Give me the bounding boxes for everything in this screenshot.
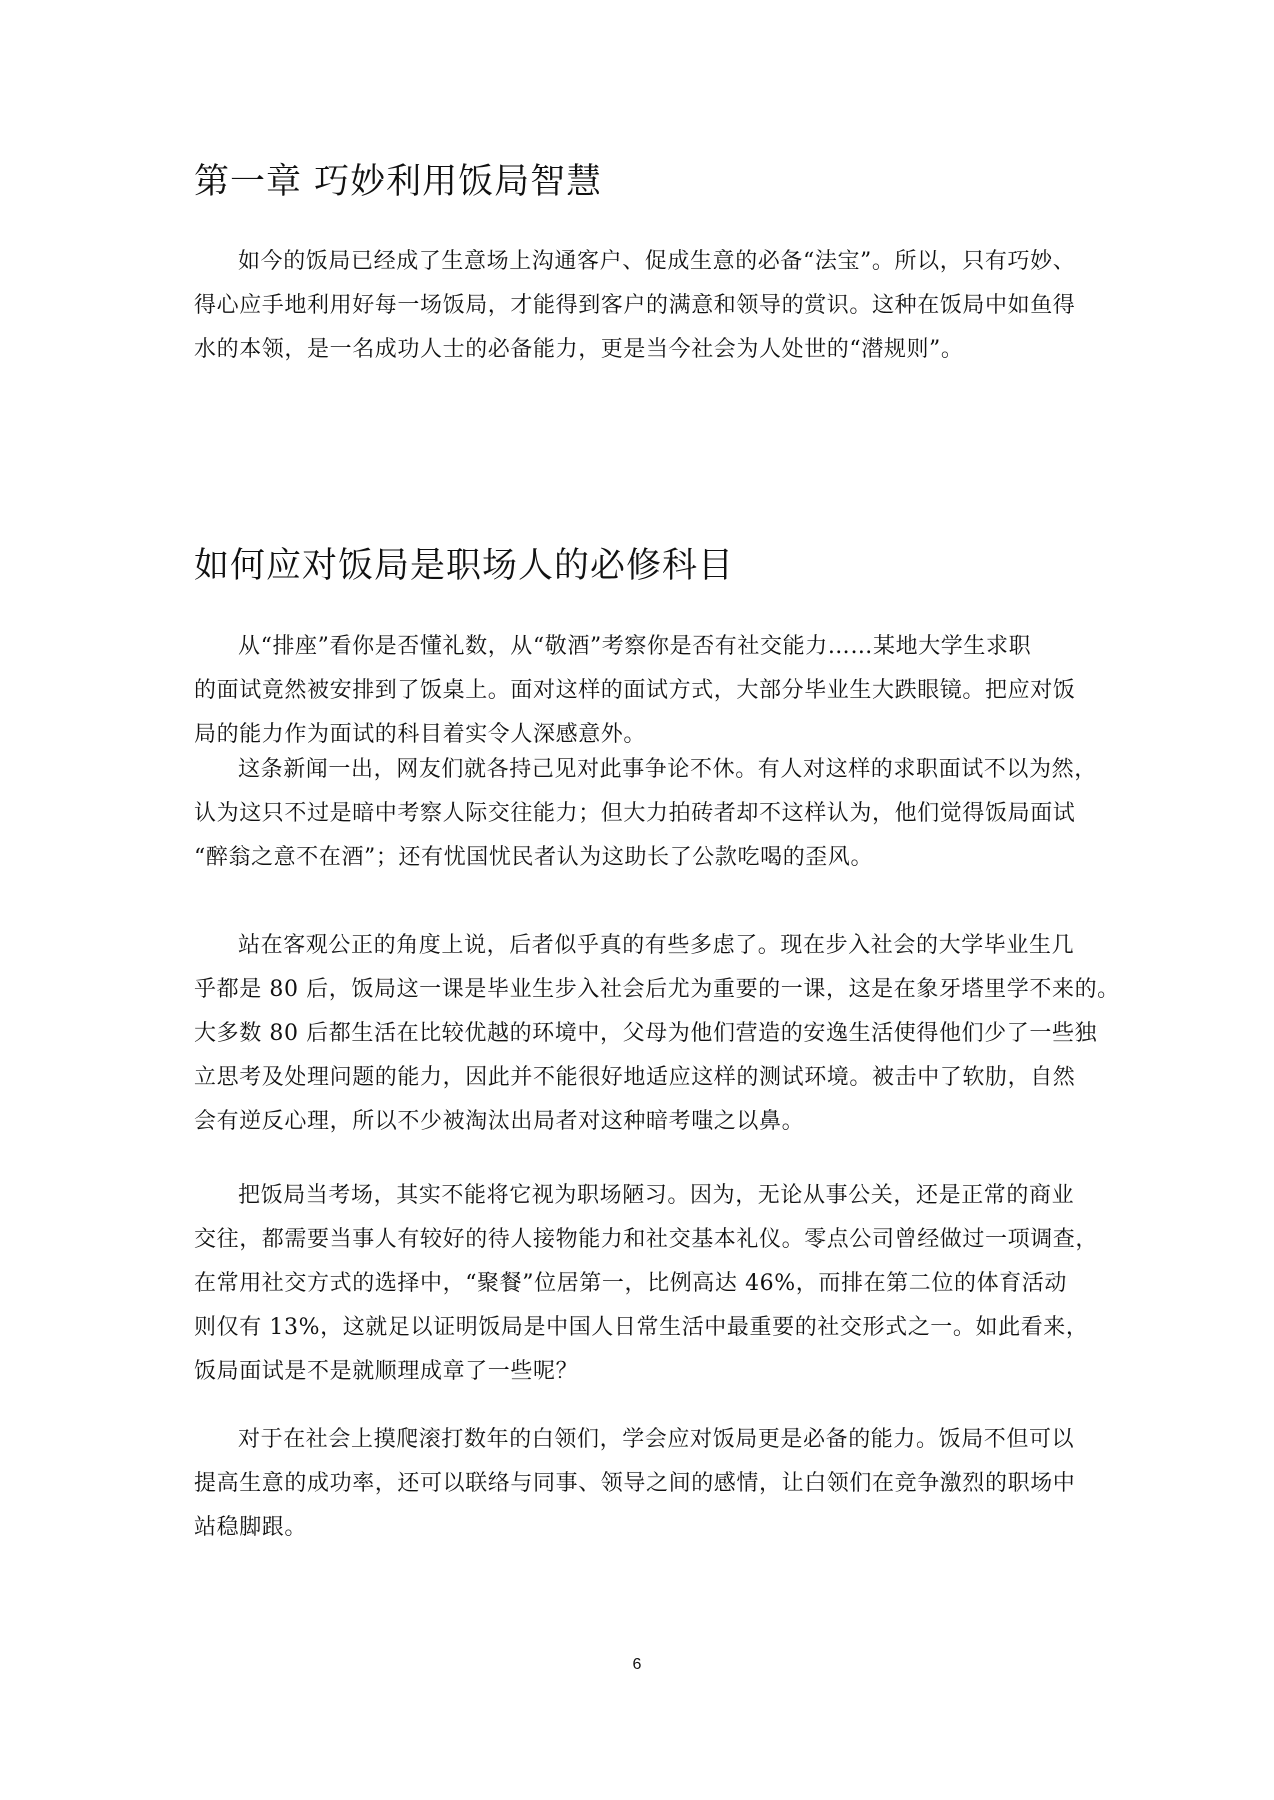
body-paragraph — [194, 748, 1114, 880]
paragraph-line: 把饭局当考场，其实不能将它视为职场陋习。因为，无论从事公关，还是正常的商业 — [238, 1183, 1075, 1208]
paragraph-line: 站在客观公正的角度上说，后者似乎真的有些多虑了。现在步入社会的大学毕业生几 — [238, 933, 1075, 958]
paragraph-line: 局的能力作为面试的科目着实令人深感意外。 — [194, 722, 647, 747]
paragraph-line: 则仅有 13%，这就足以证明饭局是中国人日常生活中最重要的社交形式之一。如此看来， — [194, 1315, 1089, 1340]
paragraph-line: 如今的饭局已经成了生意场上沟通客户、促成生意的必备“法宝”。所以，只有巧妙、 — [238, 249, 1076, 274]
paragraph-line: 站稳脚跟。 — [194, 1515, 308, 1540]
section-title: 如何应对饭局是职场人的必修科目 — [194, 546, 735, 586]
page-number: 6 — [632, 1656, 642, 1673]
paragraph-line: 水的本领，是一名成功人士的必备能力，更是当今社会为人处世的“潜规则”。 — [194, 337, 964, 362]
paragraph-line: 乎都是 80 后，饭局这一课是毕业生步入社会后尤为重要的一课，这是在象牙塔里学不来的。 — [194, 977, 1120, 1002]
paragraph-line: 会有逆反心理，所以不少被淘汰出局者对这种暗考嗤之以鼻。 — [194, 1109, 805, 1134]
paragraph-line: 认为这只不过是暗中考察人际交往能力；但大力拍砖者却不这样认为，他们觉得饭局面试 — [194, 801, 1076, 826]
paragraph-line: 立思考及处理问题的能力，因此并不能很好地适应这样的测试环境。被击中了软肋，自然 — [194, 1065, 1076, 1090]
body-paragraph — [194, 625, 1114, 757]
paragraph-line: 得心应手地利用好每一场饭局，才能得到客户的满意和领导的赏识。这种在饭局中如鱼得 — [194, 293, 1076, 318]
body-paragraph — [194, 924, 1120, 1144]
paragraph-line: 从“排座”看你是否懂礼数，从“敬酒”考察你是否有社交能力……某地大学生求职 — [238, 634, 1032, 659]
chapter-title: 第一章 巧妙利用饭局智慧 — [194, 162, 603, 202]
paragraph-line: 交往，都需要当事人有较好的待人接物能力和社交基本礼仪。零点公司曾经做过一项调查， — [194, 1227, 1099, 1252]
body-paragraph — [194, 1418, 1114, 1550]
body-paragraph — [194, 1174, 1114, 1394]
paragraph-line: 大多数 80 后都生活在比较优越的环境中，父母为他们营造的安逸生活使得他们少了一些独 — [194, 1021, 1098, 1046]
paragraph-line: 提高生意的成功率，还可以联络与同事、领导之间的感情，让白领们在竞争激烈的职场中 — [194, 1471, 1076, 1496]
paragraph-line: 饭局面试是不是就顺理成章了一些呢？ — [194, 1359, 579, 1384]
chapter-intro-paragraph — [194, 240, 1114, 372]
paragraph-line: 在常用社交方式的选择中，“聚餐”位居第一，比例高达 46%，而排在第二位的体育活动 — [194, 1271, 1067, 1296]
paragraph-line: 对于在社会上摸爬滚打数年的白领们，学会应对饭局更是必备的能力。饭局不但可以 — [238, 1427, 1075, 1452]
paragraph-line: 这条新闻一出，网友们就各持己见对此事争论不休。有人对这样的求职面试不以为然， — [238, 757, 1097, 782]
paragraph-line: 的面试竟然被安排到了饭桌上。面对这样的面试方式，大部分毕业生大跌眼镜。把应对饭 — [194, 678, 1076, 703]
paragraph-line: “醉翁之意不在酒”；还有忧国忧民者认为这助长了公款吃喝的歪风。 — [194, 845, 874, 870]
